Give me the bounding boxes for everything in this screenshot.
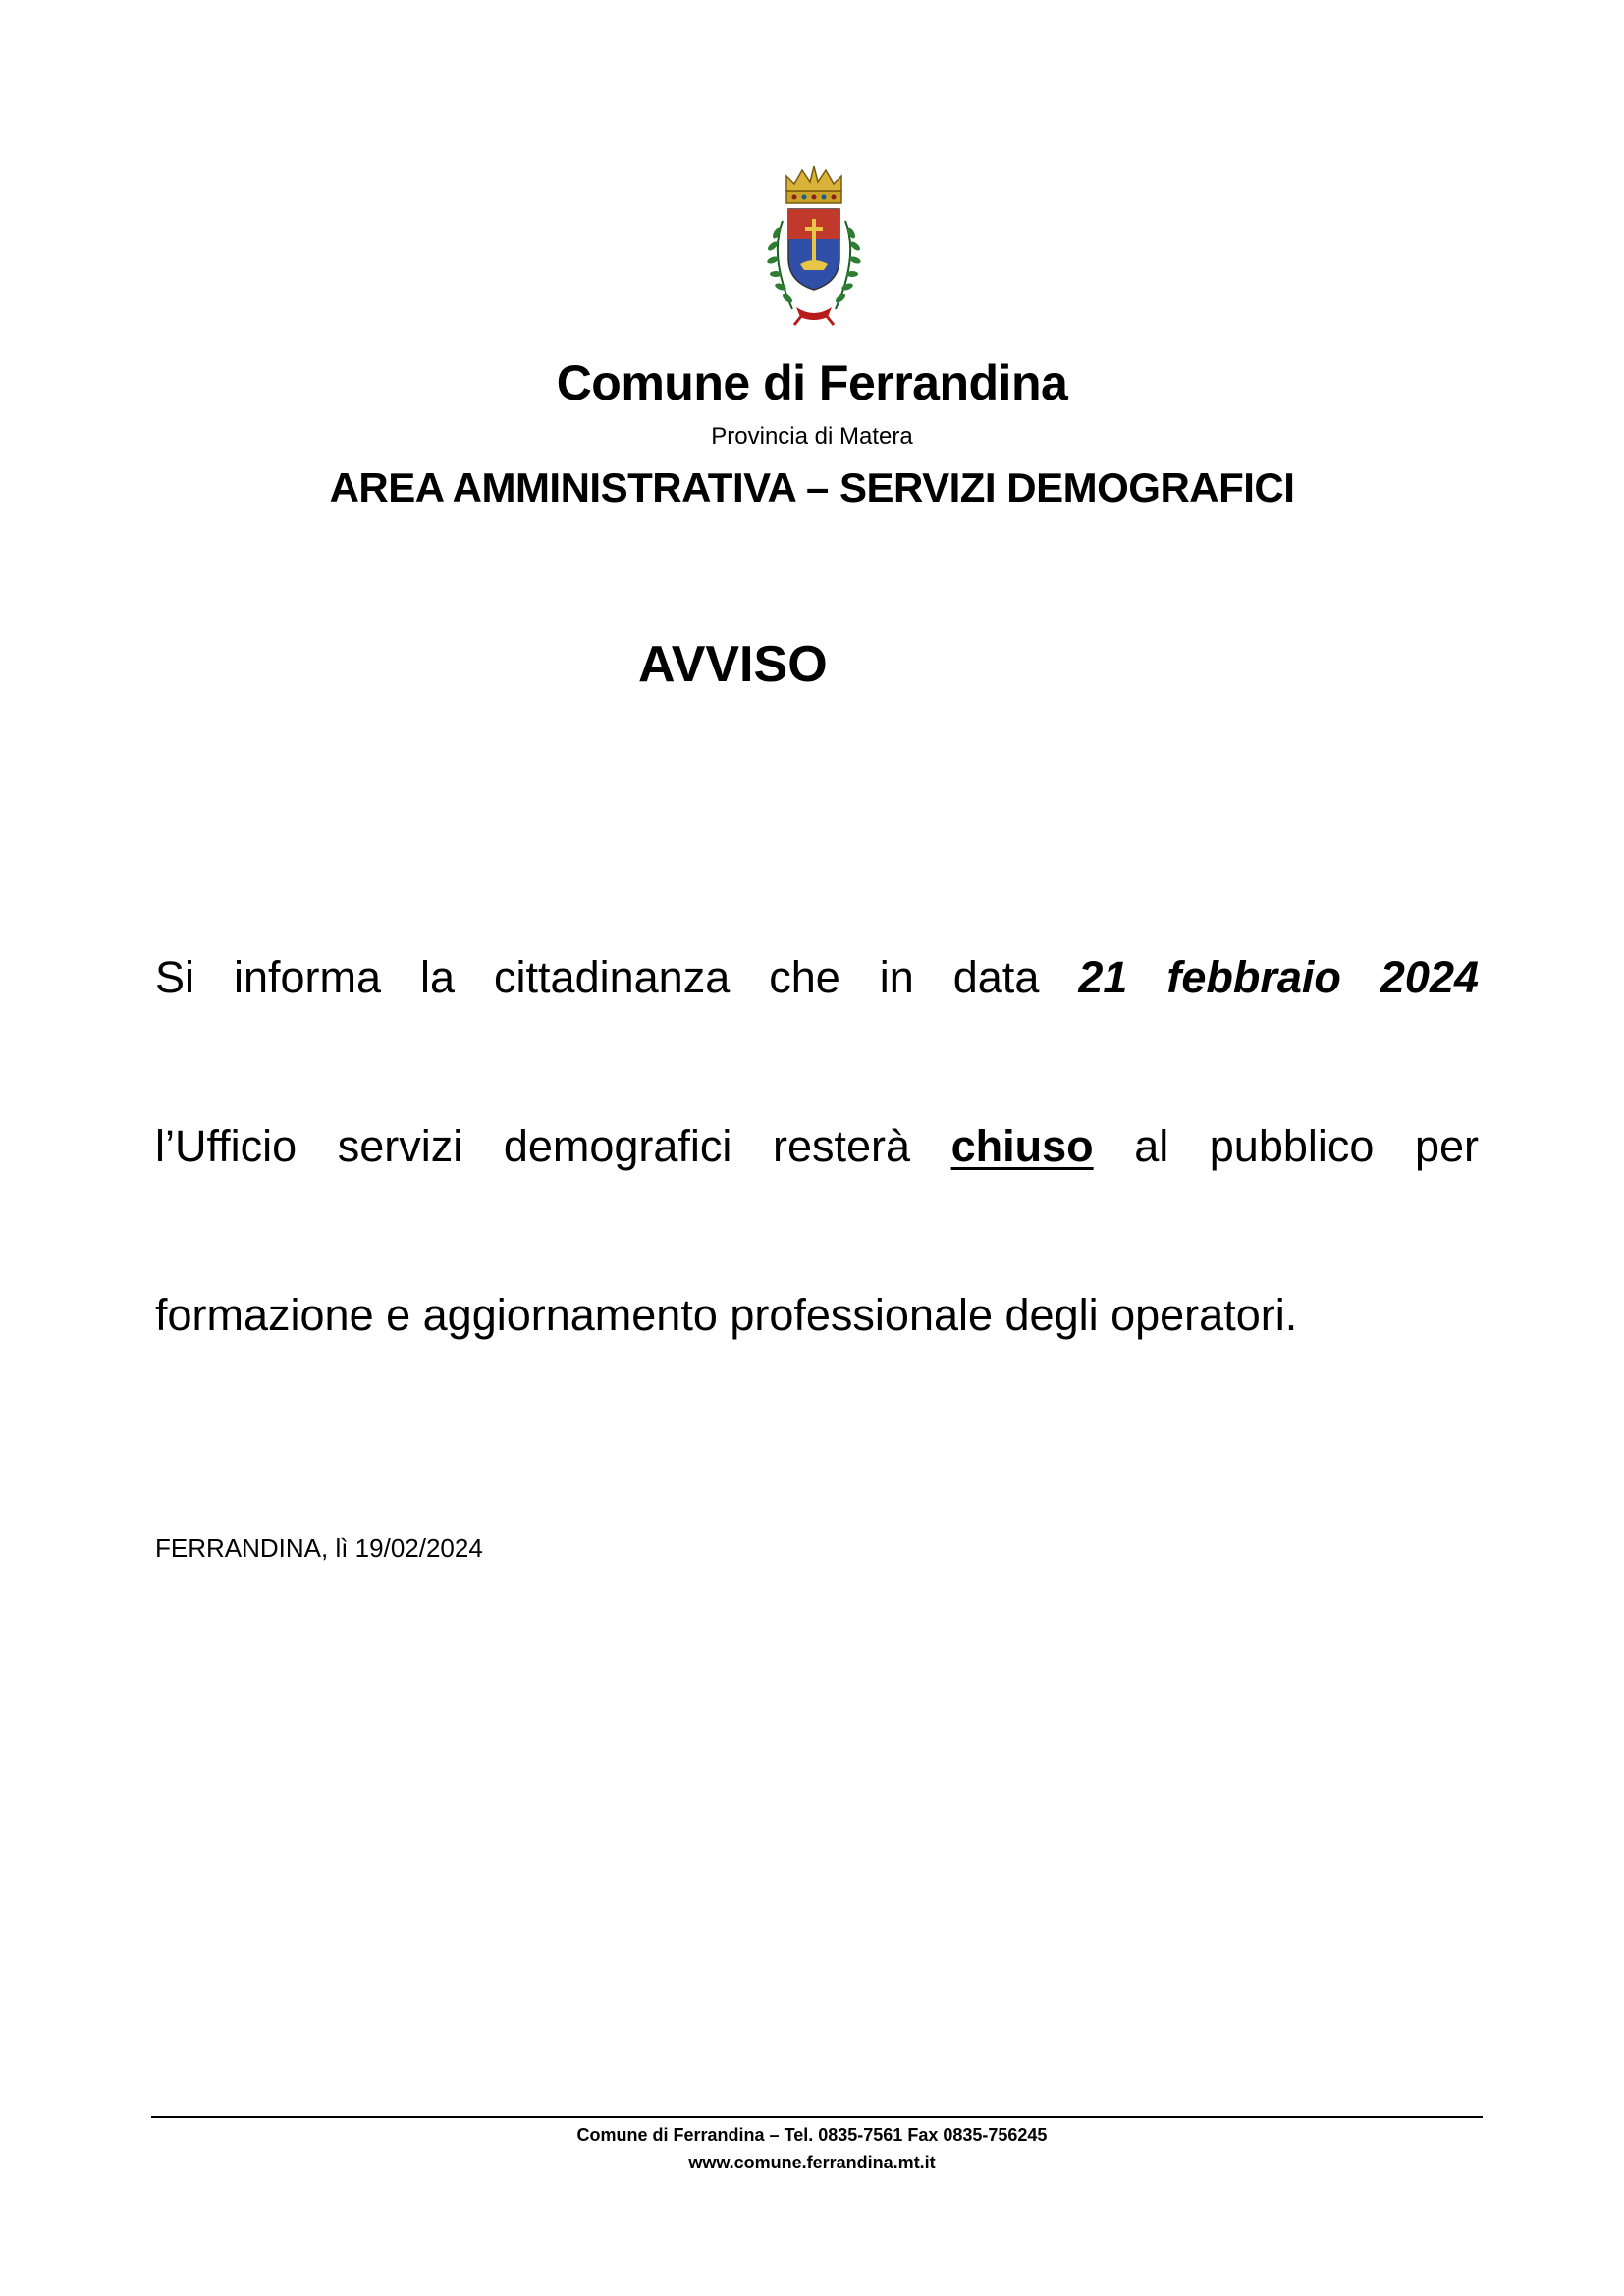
place-and-date: FERRANDINA, lì 19/02/2024 <box>155 1533 483 1563</box>
ribbon-icon <box>794 307 834 325</box>
closed-emphasis: chiuso <box>950 1121 1094 1171</box>
notice-line-1-text: Si informa la cittadinanza che in data <box>155 952 1079 1002</box>
coat-of-arms-icon <box>753 162 875 327</box>
crown-icon <box>786 166 841 203</box>
footer-divider <box>151 2116 1483 2118</box>
closure-date: 21 febbraio 2024 <box>1078 952 1479 1002</box>
province-label: Provincia di Matera <box>711 423 913 450</box>
footer-contact: Comune di Ferrandina – Tel. 0835-7561 Fax 0835-756245 <box>576 2125 1048 2145</box>
notice-line-2 <box>155 1119 1479 1174</box>
notice-line-2-after: al pubblico per <box>1093 1121 1480 1171</box>
footer-website: www.comune.ferrandina.mt.it <box>688 2153 936 2172</box>
shield-icon <box>788 209 839 290</box>
municipality-title: Comune di Ferrandina <box>556 355 1068 410</box>
notice-line-2-before: l’Ufficio servizi demografici resterà <box>155 1121 951 1171</box>
department-label: AREA AMMINISTRATIVA – SERVIZI DEMOGRAFICI <box>329 464 1295 510</box>
notice-heading: AVVISO <box>638 636 828 693</box>
notice-line-1 <box>155 950 1479 1005</box>
notice-line-3: formazione e aggiornamento professionale degli operatori. <box>155 1290 1298 1340</box>
